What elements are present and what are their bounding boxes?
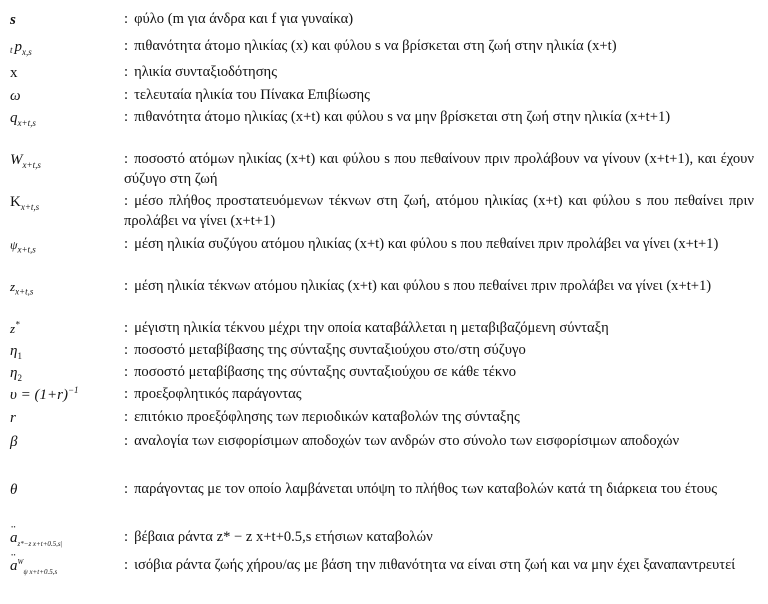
symbol-v: $\upsilon = (1+r)^{-1}$ <box>10 385 79 403</box>
symbol-q: $q_{x+t,s}$ <box>10 110 36 128</box>
desc-z: : μέση ηλικία τέκνων ατόμου ηλικίας (x+t) και φύλου s που πεθαίνει πριν προλάβει να γίνει (x+t+1) <box>124 278 712 294</box>
symbol-widow-annuity: ¨ $a^W_{\psi x+t+0.5,s}$ <box>10 556 57 576</box>
symbol-w: $W_{x+t,s}$ <box>10 152 41 170</box>
desc-psi: : μέση ηλικία συζύγου ατόμου ηλικίας (x+t) και φύλου s που πεθαίνει πριν προλάβει να γίνει (x+t+1) <box>124 236 719 252</box>
desc-tpxs: : πιθανότητα άτομο ηλικίας (x) και φύλου s να βρίσκεται στη ζωή στην ηλικία (x+t) <box>124 38 617 54</box>
symbol-z: $z_{x+t,s}$ <box>10 279 34 297</box>
symbol-beta: β <box>10 434 18 450</box>
symbol-tpxs: t $p_{x,s}$ <box>10 39 32 57</box>
desc-eta1: : ποσοστό μεταβίβασης της σύνταξης συνταξιούχου στο/στη σύζυγο <box>124 342 526 358</box>
desc-s: : φύλο (m για άνδρα και f για γυναίκα) <box>124 11 354 27</box>
symbol-theta: θ <box>10 482 18 498</box>
desc-zstar: : μέγιστη ηλικία τέκνου μέχρι την οποία καταβάλλεται η μεταβιβαζόμενη σύνταξη <box>124 320 609 336</box>
symbol-s: s <box>10 12 16 28</box>
desc-q: : πιθανότητα άτομο ηλικίας (x+t) και φύλου s να μην βρίσκεται στη ζωή στην ηλικία (x+t+1) <box>124 109 671 125</box>
desc-v: : προεξοφλητικός παράγοντας <box>124 386 302 402</box>
symbol-eta1: $\eta_1$ <box>10 343 22 361</box>
symbol-x: x <box>10 65 18 81</box>
desc-w: : ποσοστό ατόμων ηλικίας (x+t) και φύλου s που πεθαίνουν πριν προλάβουν να γίνουν (x+t+1), και έχουν σύζυγο στη ζωή <box>124 151 754 187</box>
symbol-k: $K_{x+t,s}$ <box>10 194 40 212</box>
symbol-psi: $\psi_{x+t,s}$ <box>10 238 36 255</box>
symbol-omega: ω <box>10 88 21 104</box>
desc-k: : μέσο πλήθος προστατευόμενων τέκνων στη ζωή, ατόμου ηλικίας (x+t) και φύλου s που πεθαίνει πριν προλάβει να γίνει (x+t+1) <box>124 193 754 229</box>
desc-beta: : αναλογία των εισφορίσιμων αποδοχών των ανδρών στο σύνολο των εισφορίσιμων αποδοχών <box>124 433 680 449</box>
desc-widow-annuity: : ισόβια ράντα ζωής χήρου/ας με βάση την πιθανότητα να είναι στη ζωή και να μην έχει ξαναπαντρευτεί <box>124 557 736 573</box>
desc-annuity-certain: : βέβαια ράντα z* − z x+t+0.5,s ετήσιων καταβολών <box>124 529 433 545</box>
symbol-zstar: z* <box>10 319 20 336</box>
desc-eta2: : ποσοστό μεταβίβασης της σύνταξης συνταξιούχου σε κάθε τέκνο <box>124 364 517 380</box>
desc-theta: : παράγοντας με τον οποίο λαμβάνεται υπόψη το πλήθος των καταβολών κατά τη διάρκεια του έτους <box>124 481 718 497</box>
desc-x: : ηλικία συνταξιοδότησης <box>124 64 277 80</box>
symbol-annuity-certain: ¨ $a_{z*-z x+t+0.5,s|}$ <box>10 528 63 548</box>
symbol-eta2: $\eta_2$ <box>10 365 22 383</box>
desc-omega: : τελευταία ηλικία του Πίνακα Επιβίωσης <box>124 87 370 103</box>
desc-r: : επιτόκιο προεξόφλησης των περιοδικών καταβολών της σύνταξης <box>124 409 520 425</box>
symbol-r: r <box>10 410 16 426</box>
